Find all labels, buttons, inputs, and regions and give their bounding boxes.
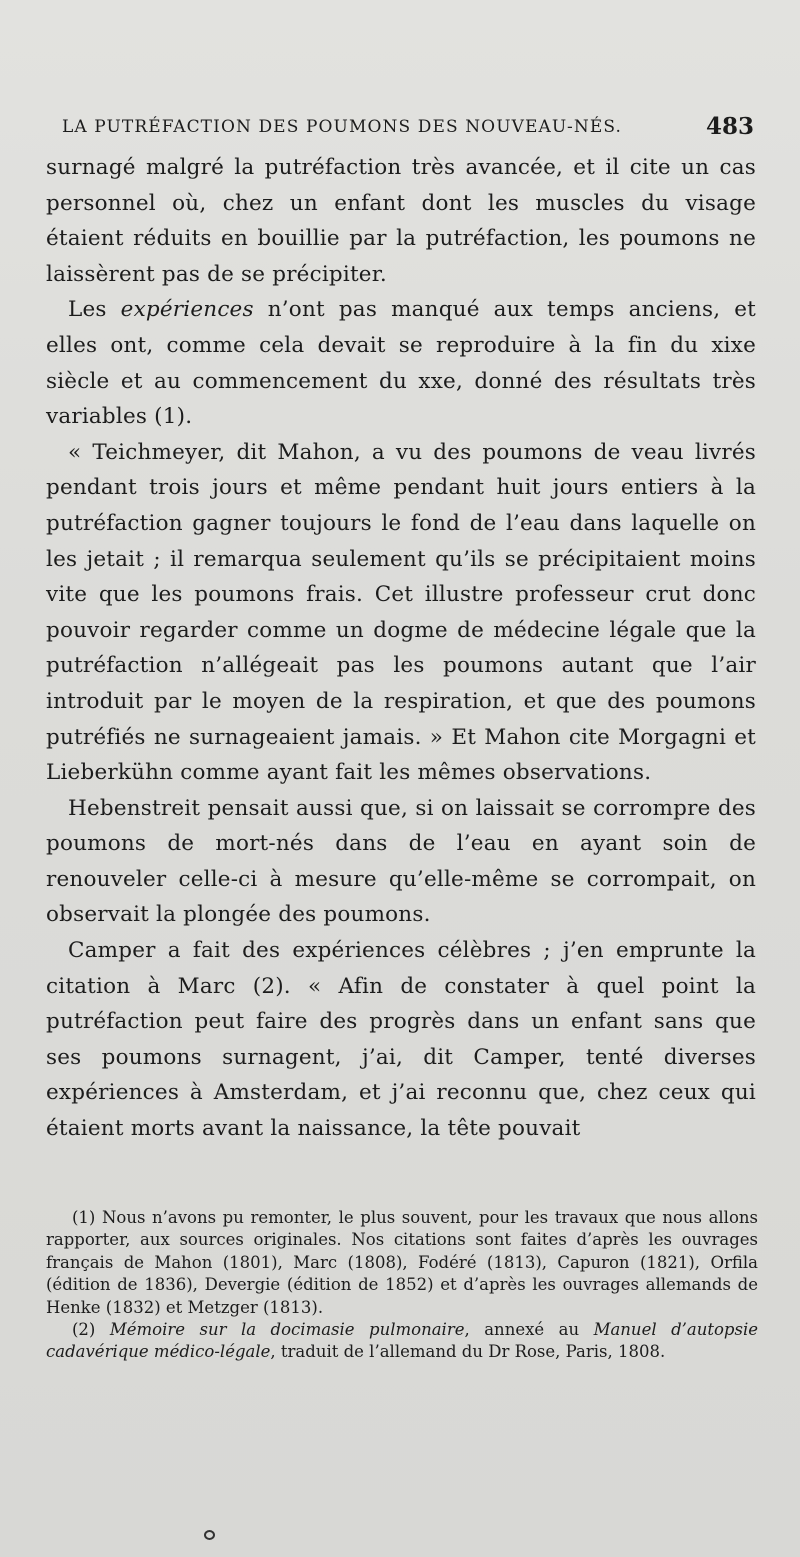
paragraph-text: n’ont pas manqué aux temps anciens, et elles ont, comme cela devait se reproduire à la fin du xixe siècle et au commencement du xxe, donné des résultats très variables (1). — [46, 297, 757, 430]
paragraph-text: Les — [68, 297, 121, 323]
paragraph-text: « Teichmeyer, dit Mahon, a vu des poumons de veau livrés pendant trois jours et même pendant huit jours entiers à la putréfaction gagner toujours le fond de l’eau dans laquelle on les jetait ; il remarqua seulement qu’ils se précipitaient moins vite que les poumons frais. Cet illustre professeur crut donc pouvoir regarder comme un dogme de médecine légale que la putréfaction n’allégeait pas les poumons autant que l’air introduit par le moyen de la respiration, et que des poumons putréfiés ne surnageaient jamais. » Et Mahon cite Morgagni et Lieberkühn comme ayant fait les mêmes observations. — [46, 439, 756, 786]
page-header — [62, 115, 762, 145]
paragraph — [46, 791, 756, 933]
page-number: 483 — [705, 113, 754, 140]
footnote — [46, 1207, 758, 1319]
paragraph — [46, 150, 756, 292]
footnotes — [46, 1207, 758, 1364]
footnote-title: Manuel d’autopsie cadavérique médico-légale — [46, 1320, 758, 1362]
footnote-text: (1) Nous n’avons pu remonter, le plus souvent, pour les travaux que nous allons rapporter, aux sources originales. Nos citations sont faites d’après les ouvrages français de Mahon (1801), Marc (1808), Fodéré (1813), Capuron (1821), Orfila (édition de 1836), Devergie (édition de 1852) et d’après les ouvrages allemands de Henke (1832) et Metzger (1813). — [46, 1208, 758, 1317]
footnote-title: Mémoire sur la docimasie pulmonaire — [109, 1320, 465, 1340]
paragraph-text: surnagé malgré la putréfaction très avancée, et il cite un cas personnel où, chez un enfant dont les muscles du visage étaient réduits en bouillie par la putréfaction, les poumons ne laissèrent pas de se précipiter. — [46, 155, 756, 287]
footnote-text: , annexé au — [464, 1320, 594, 1340]
ink-speck — [204, 1530, 215, 1540]
footnote-text: , traduit de l’allemand du Dr Rose, Paris, 1808. — [270, 1342, 666, 1362]
footnote — [46, 1319, 758, 1364]
paragraph — [46, 292, 756, 434]
emphasis-text: expériences — [120, 297, 254, 323]
paragraph-text: Hebenstreit pensait aussi que, si on laissait se corrompre des poumons de mort-nés dans de l’eau en ayant soin de renouveler celle-ci à mesure qu’elle-même se corrompait, on observait la plongée des poumons. — [46, 795, 756, 928]
running-head: LA PUTRÉFACTION DES POUMONS DES NOUVEAU-NÉS. — [62, 117, 623, 137]
paragraph — [46, 933, 756, 1147]
footnote-text: (2) — [72, 1320, 110, 1340]
body-text — [46, 150, 756, 1147]
paragraph-text: Camper a fait des expériences célèbres ; j’en emprunte la citation à Marc (2). « Afin de constater à quel point la putréfaction peut faire des progrès dans un enfant sans que ses poumons surnagent, j’ai, dit Camper, tenté diverses expériences à Amsterdam, et j’ai reconnu que, chez ceux qui étaient morts avant la naissance, la tête pouvait — [46, 938, 756, 1142]
paragraph — [46, 435, 756, 791]
